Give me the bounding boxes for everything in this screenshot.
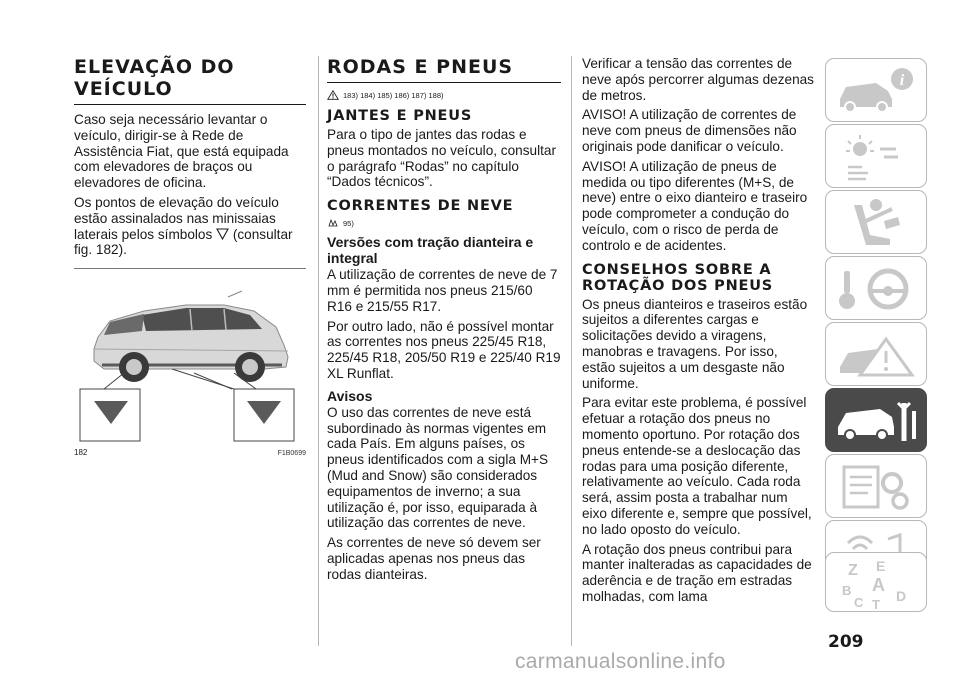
note-reference-list: 95) <box>343 218 354 228</box>
index-letter-z: Z <box>848 562 858 579</box>
paragraph-aviso-2: AVISO! A utilização de pneus de medida ou tipo diferentes (M+S, de neve) entre o eixo dianteiro e traseiro pode comprometer a condução do veículo, com o risco de perda de controlo e de acidentes. <box>582 158 808 253</box>
column-elevacao <box>74 56 306 458</box>
paragraph-aviso-1: AVISO! A utilização de correntes de neve com pneus de dimensões não originais pode danificar o veículo. <box>582 107 797 154</box>
warning-references <box>327 90 561 100</box>
seat-airbag-icon <box>826 191 928 255</box>
paragraph-versoes-1: A utilização de correntes de neve de 7 mm é permitida nos pneus 215/60 R16 e 215/55 R17. <box>327 267 558 314</box>
caution-hand-icon <box>327 218 339 228</box>
alphabet-index-icon <box>826 553 928 613</box>
paragraph-avisos-2: As correntes de neve só devem ser aplicadas apenas nos pneus das rodas dianteiras. <box>327 535 541 582</box>
paragraph-elevacao-1: Caso seja necessário levantar o veículo, dirigir-se à Rede de Assistência Fiat, que está equipada com elevadores de braços ou elevadores de oficina. <box>74 112 289 191</box>
paragraph-elevacao-2 <box>74 195 306 258</box>
index-letter-t: T <box>872 597 880 612</box>
paragraph-jantes: Para o tipo de jantes das rodas e pneus montados no veículo, consultar o parágrafo “Rodas” no capítulo “Dados técnicos”. <box>327 127 556 190</box>
column-rodas-pneus <box>327 56 561 587</box>
car-wrench-icon <box>826 389 928 453</box>
paragraph-versoes-2: Por outro lado, não é possível montar as correntes nos pneus 225/45 R18, 225/45 R18, 205/50 R19 e 225/40 R19 XL Runflat. <box>327 318 561 381</box>
chapter-tab-emergency[interactable] <box>825 322 927 386</box>
title-line-2: VEÍCULO <box>74 78 173 100</box>
column-divider-1 <box>318 56 319 646</box>
paragraph-elevacao-2a: Os pontos de elevação do veículo estão assinalados nas minissaias laterais pelos símbolos <box>74 194 279 242</box>
chapter-tab-safety[interactable] <box>825 190 927 254</box>
list-gears-icon <box>826 455 928 519</box>
heading-jantes: JANTES E PNEUS <box>327 108 473 124</box>
section-title-elevacao <box>74 56 306 105</box>
chapter-tab-starting[interactable] <box>825 256 927 320</box>
key-steering-wheel-icon <box>826 257 928 321</box>
title-rodas: RODAS E PNEUS <box>327 56 514 78</box>
watermark: carmanualsonline.info <box>515 650 726 673</box>
page-number: 209 <box>828 632 864 652</box>
heading-correntes: CORRENTES DE NEVE <box>327 198 514 215</box>
column-divider-2 <box>571 56 572 646</box>
warning-reference-list: 183) 184) 185) 186) 187) 188) <box>343 90 444 100</box>
chapter-tab-car-info[interactable] <box>825 58 927 122</box>
lift-point-triangle-icon <box>216 228 229 240</box>
chapter-tab-technical-data[interactable] <box>825 454 927 518</box>
car-info-icon <box>826 59 928 123</box>
svg-text:i: i <box>899 72 905 89</box>
index-letter-a: A <box>872 575 885 595</box>
car-lift-points-illustration <box>74 269 306 444</box>
dashboard-lights-icon <box>826 125 928 189</box>
warning-triangle-icon <box>327 90 339 100</box>
note-references <box>327 218 561 228</box>
figure-182 <box>74 268 306 458</box>
chapter-tab-dashboard[interactable] <box>825 124 927 188</box>
paragraph-conselhos-1: Os pneus dianteiros e traseiros estão sujeitos a diferentes cargas e solicitações devido a viragens, manobras e travagens. Por isso, estão sujeitos a um desgaste não uniforme. <box>582 296 808 391</box>
paragraph-conselhos-2: Para evitar este problema, é possível efetuar a rotação dos pneus no momento oportuno. Por rotação dos pneus entende-se a deslocação das rodas para uma posição diferente, relativamente ao veículo. Cada roda será, assim posta a trabalhar num eixo diferente e, sempre que possível, no lado oposto do veículo. <box>582 395 812 537</box>
column-continuacao <box>582 56 814 609</box>
chapter-tab-maintenance-active[interactable] <box>825 388 927 452</box>
title-line-1: ELEVAÇÃO DO <box>74 56 235 78</box>
chapter-tab-index[interactable] <box>825 552 927 612</box>
car-emergency-icon <box>826 323 928 387</box>
paragraph-tensao: Verificar a tensão das correntes de neve após percorrer algumas dezenas de metros. <box>582 56 814 103</box>
heading-avisos: Avisos <box>327 387 373 404</box>
section-title-rodas <box>327 56 561 83</box>
index-letter-d: D <box>896 588 907 604</box>
index-letter-b: B <box>842 583 852 598</box>
paragraph-avisos-1: O uso das correntes de neve está subordinado às normas vigentes em cada País. Em alguns países, os pneus identificados com a sigla M+S (Mud and Snow) são considerados equipamentos de inverno; a sua utilização é, por isso, equiparada à utilização das correntes de neve. <box>327 404 549 531</box>
index-letter-c: C <box>854 595 864 610</box>
paragraph-conselhos-3: A rotação dos pneus contribui para manter inalteradas as capacidades de aderência e de tração em estradas molhadas, com lama <box>582 541 812 604</box>
figure-code: F1B0699 <box>277 450 306 458</box>
heading-conselhos: CONSELHOS SOBRE A ROTAÇÃO DOS PNEUS <box>582 261 774 294</box>
heading-versoes: Versões com tração dianteira e integral <box>327 234 534 267</box>
index-letter-e: E <box>876 558 886 574</box>
figure-number: 182 <box>74 448 88 458</box>
paragraph-elevacao-2b: (consultar fig. 182). <box>74 226 293 258</box>
